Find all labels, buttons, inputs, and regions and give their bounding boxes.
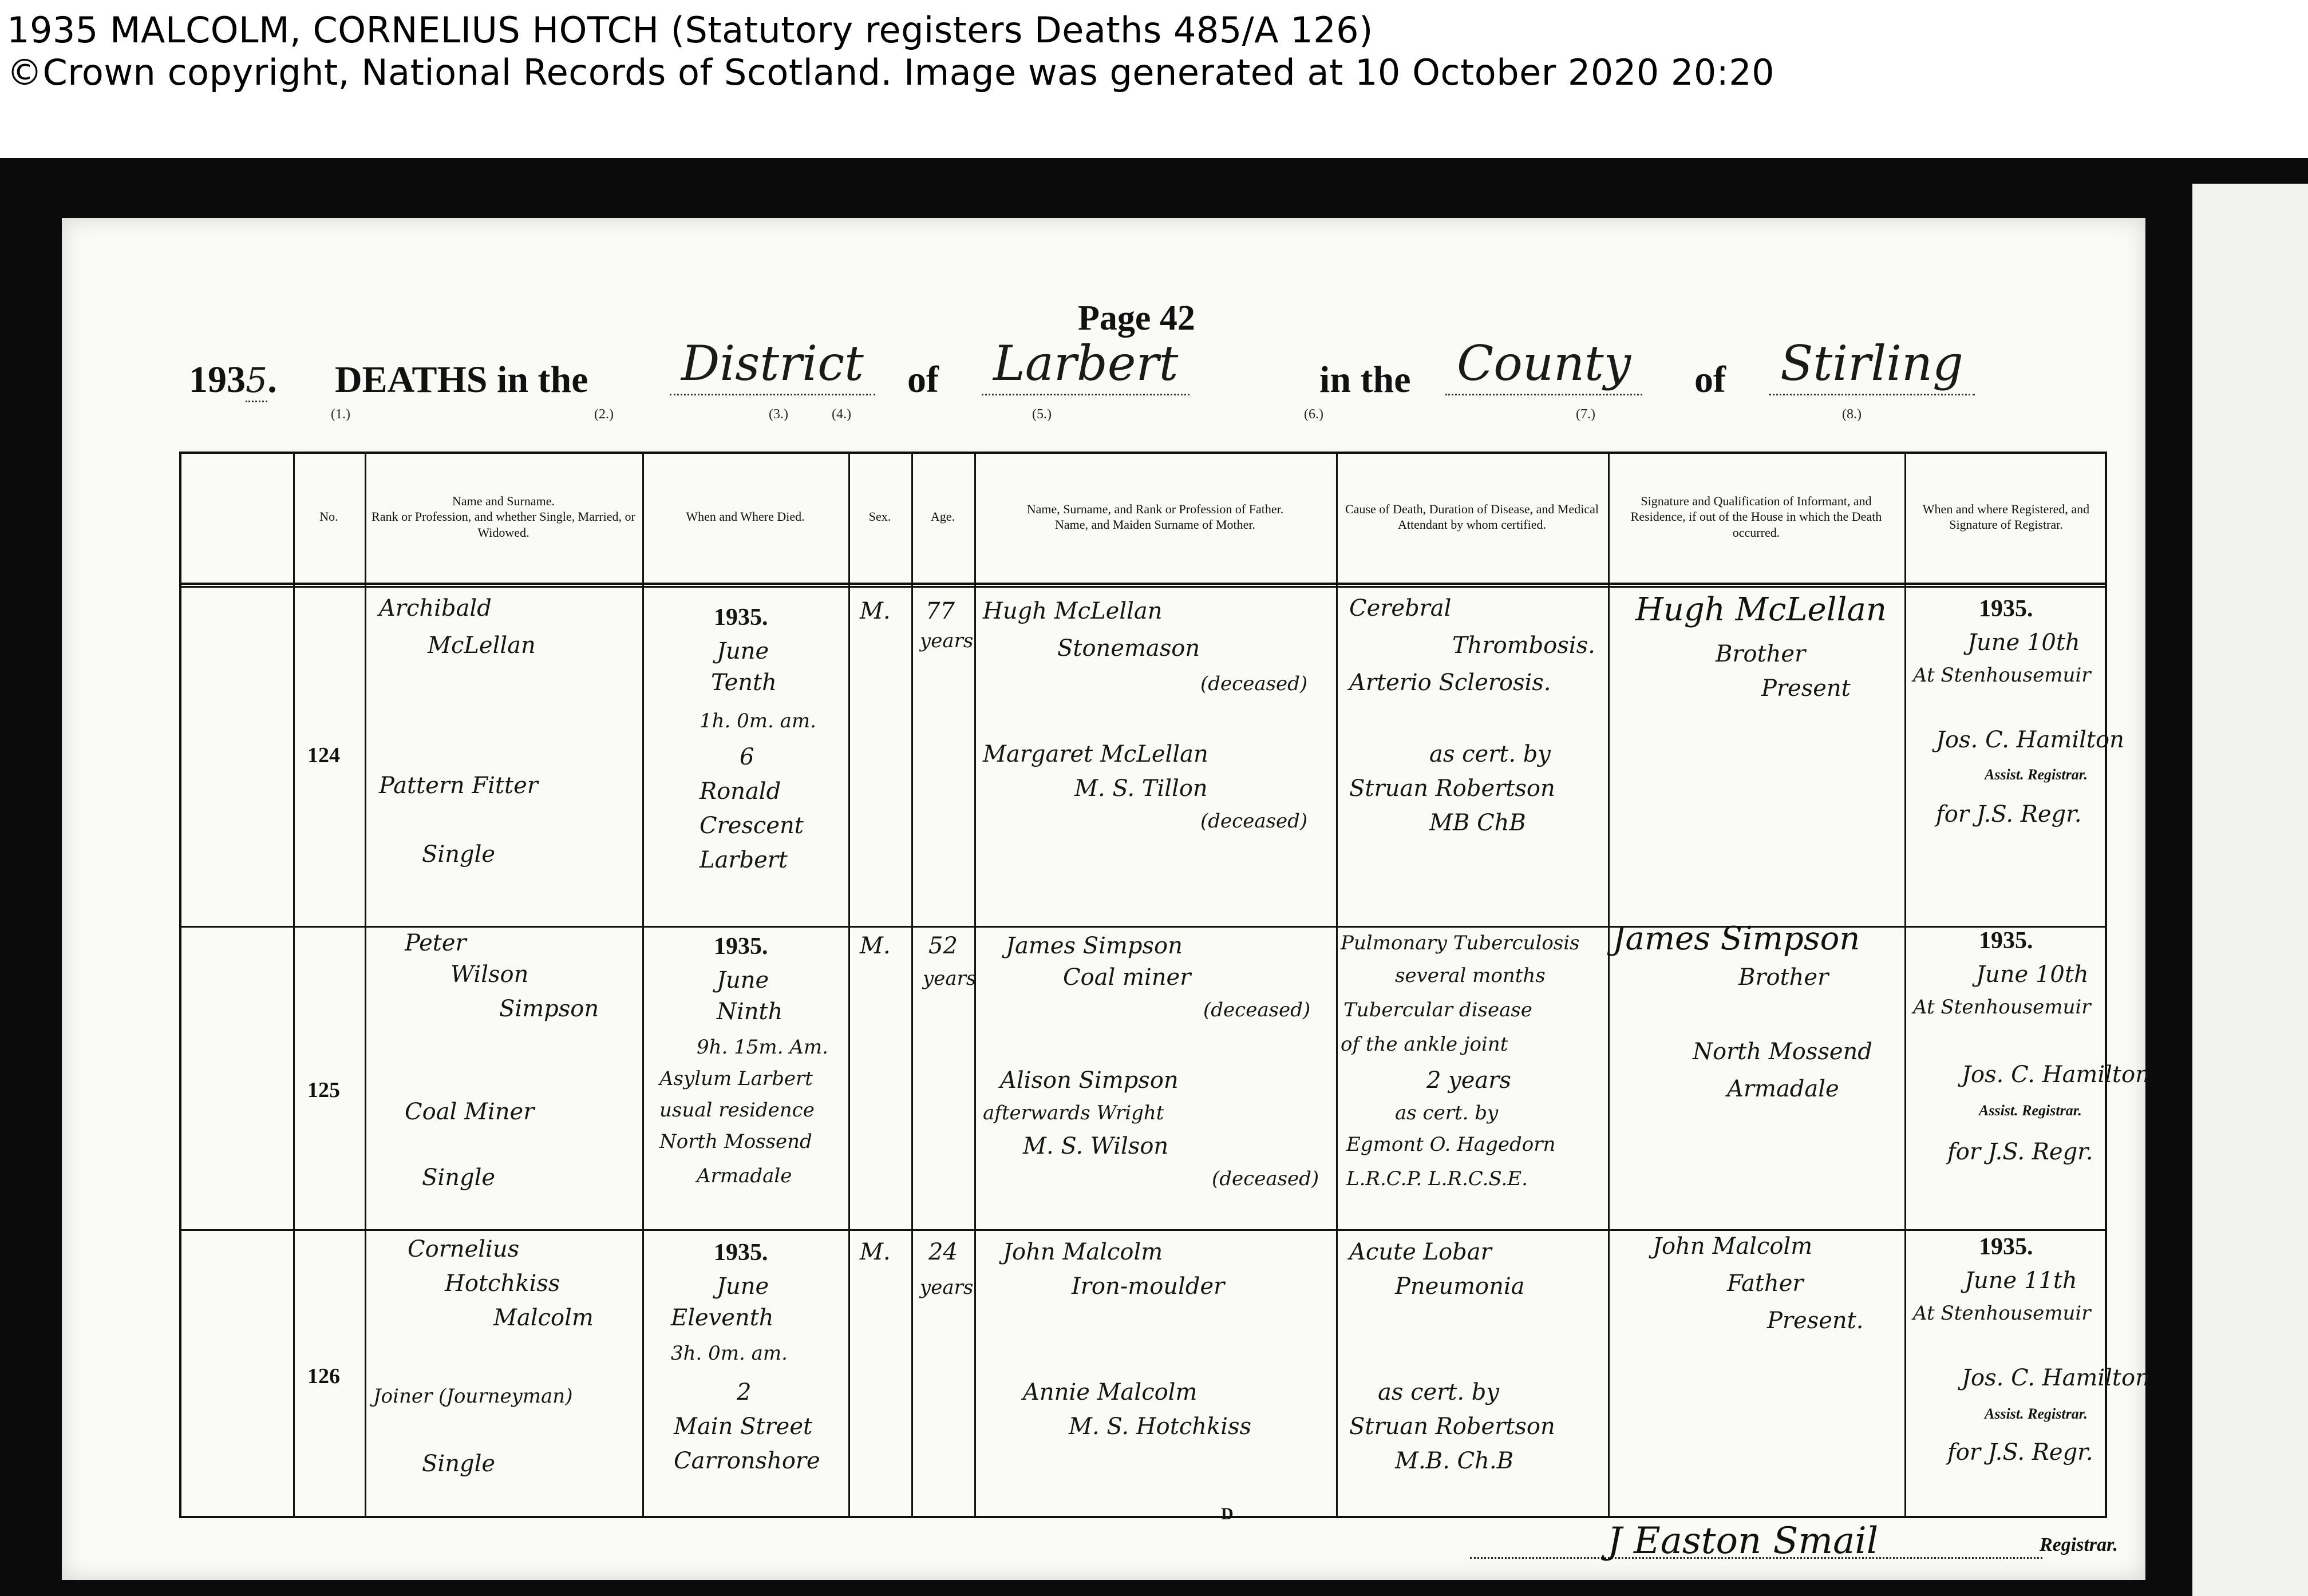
district-label: District	[670, 335, 875, 395]
age-unit: years	[923, 967, 977, 990]
column-header-parents: Name, Surname, and Rank or Profession of Father. Name, and Maiden Surname of Mother.	[1026, 501, 1284, 532]
title-in-the: in the	[1319, 359, 1411, 401]
deceased-name-line: McLellan	[428, 632, 536, 659]
deceased-name-line: Wilson	[450, 961, 529, 988]
entry-number: 126	[307, 1364, 340, 1388]
death-place-line: Asylum Larbert	[659, 1067, 813, 1090]
father-name: James Simpson	[1006, 933, 1183, 959]
cause-line: Cerebral	[1349, 595, 1452, 621]
registration-place: At Stenhousemuir	[1913, 996, 2091, 1019]
mother-name: Margaret McLellan	[983, 741, 1208, 767]
death-place-line: Carronshore	[674, 1448, 820, 1474]
copyright-line: ©Crown copyright, National Records of Scotland. Image was generated at 10 October 2020 20:20	[7, 52, 1775, 93]
column-header-sex: Sex.	[868, 509, 891, 524]
cause-line: Pneumonia	[1395, 1273, 1525, 1300]
informant-relationship: Brother	[1738, 964, 1829, 991]
informant-signature: James Simpson	[1613, 920, 1860, 957]
column-header-name: Name and Surname. Rank or Profession, and whether Single, Married, or Widowed.	[372, 493, 635, 540]
deceased-name-line: Hotchkiss	[445, 1270, 560, 1297]
registration-date: June 10th	[1967, 629, 2080, 656]
cause-line: Acute Lobar	[1349, 1239, 1492, 1265]
registration-place: At Stenhousemuir	[1913, 664, 2091, 687]
registration-date: June 10th	[1976, 961, 2089, 988]
column-number: (1.)	[331, 407, 350, 422]
death-place-line: 6	[740, 744, 754, 770]
register-title: 1935. DEATHS in the District of Larbert in the County of Stirling	[189, 335, 2147, 404]
column-number: (2.)	[594, 407, 614, 422]
deceased-name-line: Simpson	[499, 996, 599, 1022]
father-status: (deceased)	[1200, 672, 1308, 695]
death-place-line: Armadale	[697, 1165, 792, 1187]
death-place-line: Ronald	[699, 778, 781, 805]
column-number: (8.)	[1842, 407, 1862, 422]
death-date-line: June	[717, 967, 769, 993]
column-number: (5.)	[1032, 407, 1052, 422]
title-deaths: DEATHS in the	[335, 359, 588, 401]
deceased-marital-status: Single	[422, 1451, 496, 1477]
certifying-doctor: Egmont O. Hagedorn	[1346, 1133, 1556, 1156]
sex-value: M.	[860, 1239, 891, 1265]
scanned-register-image	[0, 158, 2308, 1596]
sex-value: M.	[860, 598, 891, 624]
informant-residence: Armadale	[1727, 1076, 1839, 1102]
year-suffix: 5	[246, 361, 267, 402]
registrar-signature-for: for J.S. Regr.	[1936, 801, 2082, 827]
cause-line: Arterio Sclerosis.	[1349, 670, 1551, 696]
doctor-qualification: M.B. Ch.B	[1395, 1448, 1513, 1474]
registration-year: 1935.	[1979, 596, 2033, 622]
death-time: 3h. 0m. am.	[671, 1342, 788, 1365]
father-occupation: Iron-moulder	[1072, 1273, 1225, 1300]
title-of-1: of	[907, 359, 939, 401]
death-place-line: Main Street	[674, 1413, 813, 1440]
informant-signature: John Malcolm	[1653, 1233, 1813, 1260]
column-header-informant: Signature and Qualification of Informant, and Residence, if out of the House in which the Death occurred.	[1630, 493, 1882, 540]
column-header-age: Age.	[930, 509, 955, 524]
cause-line: of the ankle joint	[1341, 1033, 1508, 1056]
registrar-signature: Jos. C. Hamilton	[1936, 727, 2124, 753]
cause-line: Tubercular disease	[1343, 999, 1532, 1021]
mother-later-name: afterwards Wright	[983, 1102, 1164, 1124]
entry-number: 125	[307, 1078, 340, 1102]
deceased-marital-status: Single	[422, 1165, 496, 1191]
certifying-doctor: Struan Robertson	[1349, 1413, 1555, 1440]
registrar-signature-for: for J.S. Regr.	[1947, 1439, 2093, 1466]
adjacent-page-edge	[2192, 184, 2308, 1596]
year-prefix: 193	[189, 359, 246, 401]
age-value: 77	[926, 598, 955, 624]
cause-line: several months	[1395, 964, 1546, 987]
column-header-cause-of-death: Cause of Death, Duration of Disease, and Medical Attendant by whom certified.	[1345, 501, 1599, 532]
informant-residence: Present	[1761, 675, 1851, 702]
footer-letter: D	[1221, 1504, 1234, 1523]
sex-value: M.	[860, 933, 891, 959]
footer-registrar-label: Registrar.	[2040, 1534, 2118, 1555]
death-date-line: Tenth	[711, 670, 777, 696]
death-time: 9h. 15m. Am.	[697, 1036, 828, 1059]
doctor-qualification: MB ChB	[1429, 810, 1526, 836]
death-date-line: 1935.	[714, 1239, 768, 1266]
column-number: (3.)	[769, 407, 788, 422]
title-of-2: of	[1694, 359, 1726, 401]
district-name: Larbert	[982, 335, 1189, 395]
father-occupation: Coal miner	[1063, 964, 1191, 991]
register-page	[62, 218, 2150, 1580]
death-time: 1h. 0m. am.	[699, 710, 816, 732]
cause-line: Pulmonary Tuberculosis	[1341, 932, 1580, 955]
page-number: Page 42	[1078, 299, 1195, 338]
father-occupation: Stonemason	[1057, 635, 1200, 662]
mother-maiden-surname: M. S. Wilson	[1023, 1133, 1169, 1159]
doctor-qualification: L.R.C.P. L.R.C.S.E.	[1346, 1167, 1528, 1190]
death-date-line: Eleventh	[671, 1305, 774, 1331]
cause-line: Thrombosis.	[1452, 632, 1595, 659]
column-number: (4.)	[832, 407, 851, 422]
registrar-signature: Jos. C. Hamilton	[1962, 1062, 2150, 1088]
informant-residence: North Mossend	[1693, 1039, 1872, 1065]
death-place-line: Crescent	[699, 813, 804, 839]
informant-residence: Present.	[1767, 1308, 1864, 1334]
registrar-signature-for: for J.S. Regr.	[1947, 1139, 2093, 1165]
death-place-line: usual residence	[659, 1099, 815, 1122]
deceased-occupation: Joiner (Journeyman)	[373, 1385, 573, 1408]
age-unit: years	[920, 629, 974, 652]
cause-duration: 2 years	[1426, 1067, 1511, 1094]
registrar-signature: Jos. C. Hamilton	[1962, 1365, 2150, 1391]
column-number: (6.)	[1304, 407, 1323, 422]
registration-year: 1935.	[1979, 928, 2033, 954]
register-table	[179, 452, 2150, 1518]
mother-status: (deceased)	[1212, 1167, 1319, 1190]
father-name: John Malcolm	[1003, 1239, 1163, 1265]
deceased-occupation: Coal Miner	[405, 1099, 535, 1125]
death-place-line: North Mossend	[659, 1130, 812, 1153]
death-date-line: 1935.	[714, 604, 768, 631]
registrar-title: Assist. Registrar.	[1979, 1102, 2082, 1119]
registration-place: At Stenhousemuir	[1913, 1302, 2091, 1325]
deceased-name-line: Peter	[405, 930, 467, 956]
mother-maiden-surname: M. S. Hotchkiss	[1069, 1413, 1252, 1440]
father-status: (deceased)	[1203, 999, 1311, 1021]
certified-by-label: as cert. by	[1378, 1379, 1499, 1405]
informant-signature: Hugh McLellan	[1635, 591, 1887, 628]
deceased-name-line: Archibald	[379, 595, 492, 621]
death-date-line: June	[717, 638, 769, 664]
informant-relationship: Brother	[1716, 641, 1806, 667]
entry-number: 124	[307, 743, 340, 767]
age-value: 52	[928, 933, 958, 959]
death-date-line: June	[717, 1273, 769, 1300]
registration-date: June 11th	[1965, 1268, 2077, 1294]
county-label: County	[1445, 335, 1642, 395]
deceased-marital-status: Single	[422, 841, 496, 868]
death-place-line: 2	[737, 1379, 752, 1405]
certified-by-label: as cert. by	[1429, 741, 1551, 767]
district-registrar-signature: J Easton Smail	[1607, 1520, 1879, 1562]
age-value: 24	[928, 1239, 958, 1265]
column-header-no: No.	[319, 509, 338, 524]
deceased-name-line: Cornelius	[408, 1236, 520, 1262]
registrar-title: Assist. Registrar.	[1985, 1405, 2088, 1422]
record-title: 1935 MALCOLM, CORNELIUS HOTCH (Statutory registers Deaths 485/A 126)	[7, 9, 1373, 51]
deceased-occupation: Pattern Fitter	[379, 773, 538, 799]
informant-relationship: Father	[1727, 1270, 1804, 1297]
column-number: (7.)	[1576, 407, 1595, 422]
age-unit: years	[920, 1276, 974, 1299]
record-header	[0, 0, 2308, 158]
registrar-title: Assist. Registrar.	[1985, 766, 2088, 783]
registration-year: 1935.	[1979, 1234, 2033, 1260]
father-name: Hugh McLellan	[983, 598, 1163, 624]
death-date-line: 1935.	[714, 933, 768, 960]
certified-by-label: as cert. by	[1395, 1102, 1499, 1124]
mother-name: Annie Malcolm	[1023, 1379, 1198, 1405]
mother-maiden-surname: M. S. Tillon	[1074, 775, 1208, 802]
county-name: Stirling	[1769, 335, 1975, 395]
certifying-doctor: Struan Robertson	[1349, 775, 1555, 802]
death-place-line: Larbert	[699, 847, 788, 873]
death-date-line: Ninth	[717, 999, 783, 1025]
mother-name: Alison Simpson	[1000, 1067, 1179, 1094]
column-header-registered: When and where Registered, and Signature of Registrar.	[1922, 501, 2090, 532]
mother-status: (deceased)	[1200, 810, 1308, 833]
deceased-name-line: Malcolm	[493, 1305, 594, 1331]
column-header-when-where-died: When and Where Died.	[686, 509, 805, 524]
